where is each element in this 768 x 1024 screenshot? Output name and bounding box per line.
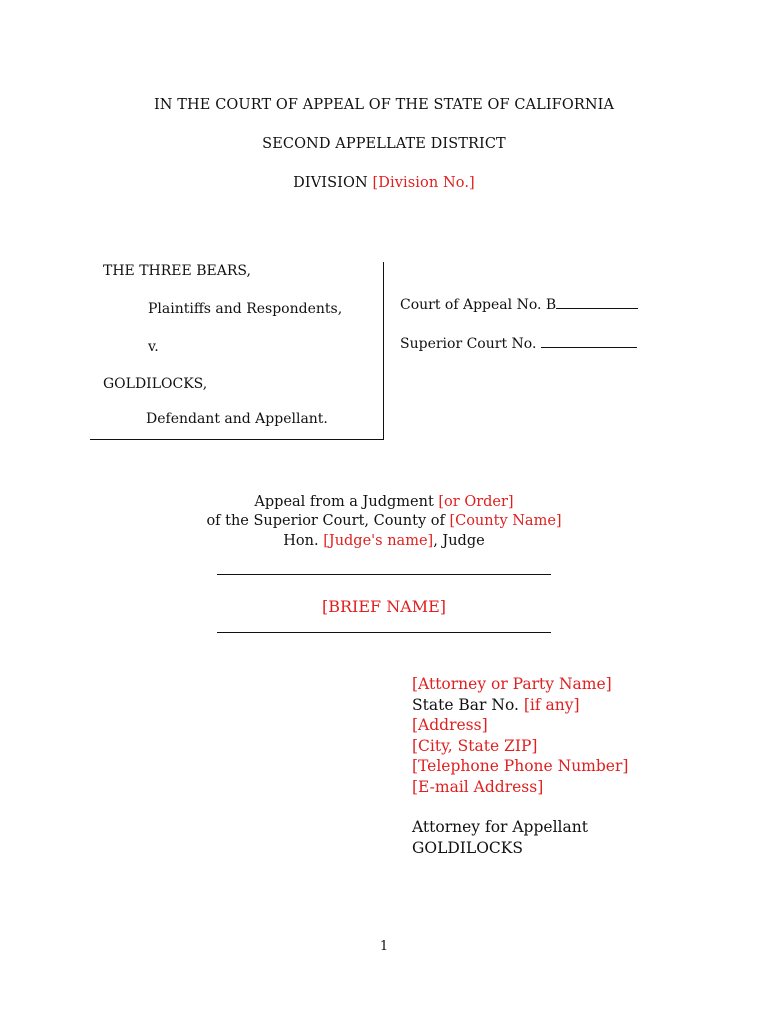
appeal-line-3-prefix: Hon. xyxy=(283,533,319,549)
attorney-city: [City, State ZIP] xyxy=(412,736,538,755)
attorney-name: [Attorney or Party Name] xyxy=(412,675,612,693)
defendant-role: Defendant and Appellant. xyxy=(146,411,328,427)
appeal-line-1 xyxy=(0,494,768,510)
brief-name: [BRIEF NAME] xyxy=(321,597,447,616)
appeal-line-2-text: of the Superior Court, County of xyxy=(206,513,445,529)
plaintiff-name: THE THREE BEARS, xyxy=(103,263,251,279)
division-label: DIVISION xyxy=(293,175,368,191)
superior-court-number-blank xyxy=(541,334,637,348)
versus: v. xyxy=(148,339,159,355)
plaintiff-role: Plaintiffs and Respondents, xyxy=(148,301,343,317)
judge-placeholder: [Judge's name] xyxy=(323,533,434,549)
state-bar-label: State Bar No. xyxy=(412,695,519,714)
appeal-number-label: Court of Appeal No. B xyxy=(400,297,557,313)
appeal-line-1-placeholder: [or Order] xyxy=(438,494,514,510)
attorney-phone: [Telephone Phone Number] xyxy=(412,757,629,775)
page-number: 1 xyxy=(379,939,389,954)
appeal-line-3-suffix: , Judge xyxy=(433,533,485,549)
attorney-client: GOLDILOCKS xyxy=(412,838,523,857)
superior-court-number-label: Superior Court No. xyxy=(400,336,537,352)
appeal-line-2-placeholder: [County Name] xyxy=(449,513,562,529)
brief-name-bottom-rule xyxy=(217,632,551,633)
appeal-line-2 xyxy=(0,513,768,529)
division-heading xyxy=(0,175,768,191)
state-bar-placeholder: [if any] xyxy=(523,695,580,714)
division-placeholder: [Division No.] xyxy=(372,175,475,191)
caption-horizontal-rule xyxy=(90,439,384,440)
defendant-name: GOLDILOCKS, xyxy=(103,376,208,392)
appeal-number-blank xyxy=(556,295,638,309)
appeal-number xyxy=(400,295,638,313)
brief-name-top-rule xyxy=(217,574,551,575)
appeal-line-3 xyxy=(0,533,768,549)
appeal-line-1-text: Appeal from a Judgment xyxy=(254,494,434,510)
attorney-email: [E-mail Address] xyxy=(412,777,544,796)
attorney-spacer xyxy=(412,797,628,817)
attorney-address: [Address] xyxy=(412,716,488,734)
superior-court-number xyxy=(400,334,637,352)
court-heading: IN THE COURT OF APPEAL OF THE STATE OF CALIFORNIA xyxy=(153,97,615,113)
attorney-block xyxy=(412,674,628,858)
attorney-role: Attorney for Appellant xyxy=(412,818,588,836)
state-bar-line xyxy=(412,695,628,716)
caption-vertical-rule xyxy=(383,262,384,440)
district-heading: SECOND APPELLATE DISTRICT xyxy=(262,136,506,152)
